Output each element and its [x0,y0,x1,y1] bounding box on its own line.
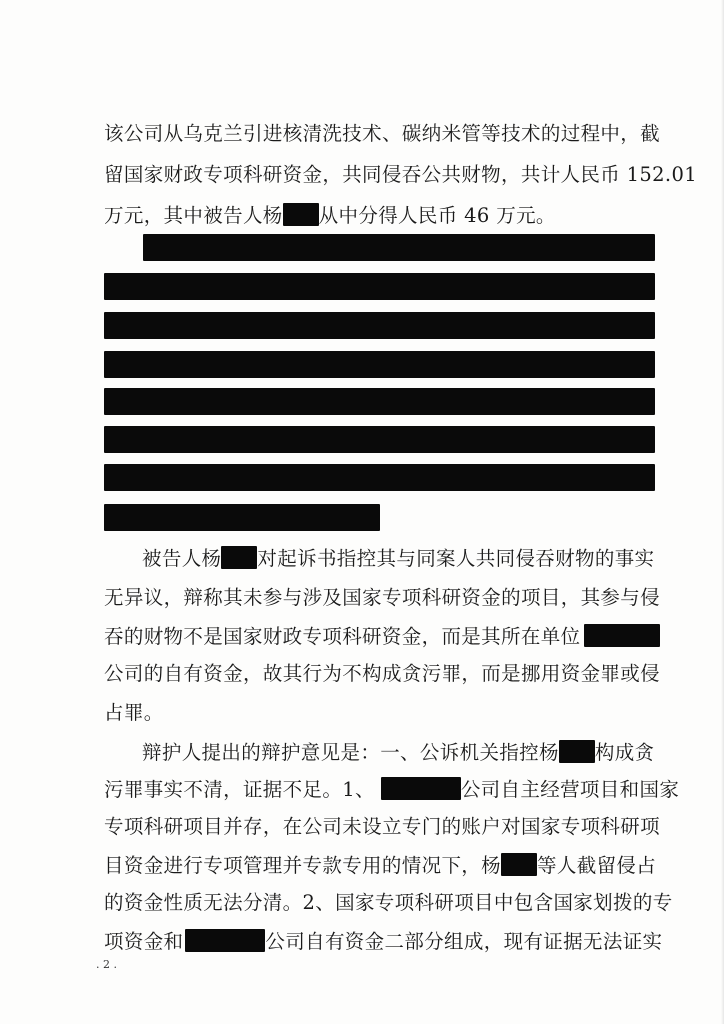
para3-line4 [104,853,660,877]
redaction-name [283,203,319,226]
para3-line1 [142,740,660,764]
para1-line1: 该公司从乌克兰引进核清洗技术、碳纳米管等技术的过程中，截 [104,122,660,145]
para3-line1-text-b: 构成贪 [594,741,655,764]
redaction-company [584,624,660,647]
redaction-bar-5 [104,388,655,415]
para3-line4-text-b: 等人截留侵占 [537,854,657,877]
para3-line1-text-a: 辩护人提出的辩护意见是：一、公诉机关指控杨 [142,741,559,764]
para3-line2 [104,777,680,801]
para3-line5: 的资金性质无法分清。2、国家专项科研项目中包含国家划拨的专 [104,891,673,914]
redaction-company [381,777,461,800]
para2-line4: 公司的自有资金，故其行为不构成贪污罪，而是挪用资金罪或侵 [104,662,660,685]
redaction-bar-8 [104,504,380,531]
para2-line5: 占罪。 [104,701,164,724]
redaction-company [185,929,265,952]
para2-line1-text-a: 被告人杨 [142,547,222,570]
redaction-name [559,740,595,763]
para2-line3-text: 吞的财物不是国家财政专项科研资金，而是其所在单位 [104,625,581,648]
para1-line3 [104,203,660,227]
redaction-bar-2 [104,273,655,300]
para2-line2: 无异议，辩称其未参与涉及国家专项科研资金的项目，其参与侵 [104,586,660,609]
para1-line2: 留国家财政专项科研资金，共同侵吞公共财物，共计人民币 152.01 [104,163,697,186]
page-number: . 2 . [96,958,117,971]
redaction-bar-3 [104,312,655,339]
para3-line6 [104,929,663,953]
para3-line2-text-a: 污罪事实不清，证据不足。1、 [104,778,375,801]
para1-line3-text-b: 从中分得人民币 46 万元。 [318,204,556,227]
para2-line1-text-b: 对起诉书指控其与同案人共同侵吞财物的事实 [257,547,655,570]
redaction-bar-4 [104,351,655,378]
redaction-bar-7 [104,464,655,491]
para3-line6-text-a: 项资金和 [104,930,184,953]
para3-line3: 专项科研项目并存，在公司未设立专门的账户对国家专项科研项 [104,815,660,838]
para3-line6-text-b: 公司自有资金二部分组成，现有证据无法证实 [265,930,663,953]
para2-line3 [104,624,660,648]
para3-line2-text-b: 公司自主经营项目和国家 [460,778,680,801]
redaction-bar-1 [143,234,655,261]
para2-line1 [142,546,660,570]
redaction-name [221,546,257,569]
para1-line3-text-a: 万元，其中被告人杨 [104,204,283,227]
redaction-name [501,853,537,876]
para3-line4-text-a: 目资金进行专项管理并专款专用的情况下，杨 [104,854,502,877]
redaction-bar-6 [104,426,655,453]
